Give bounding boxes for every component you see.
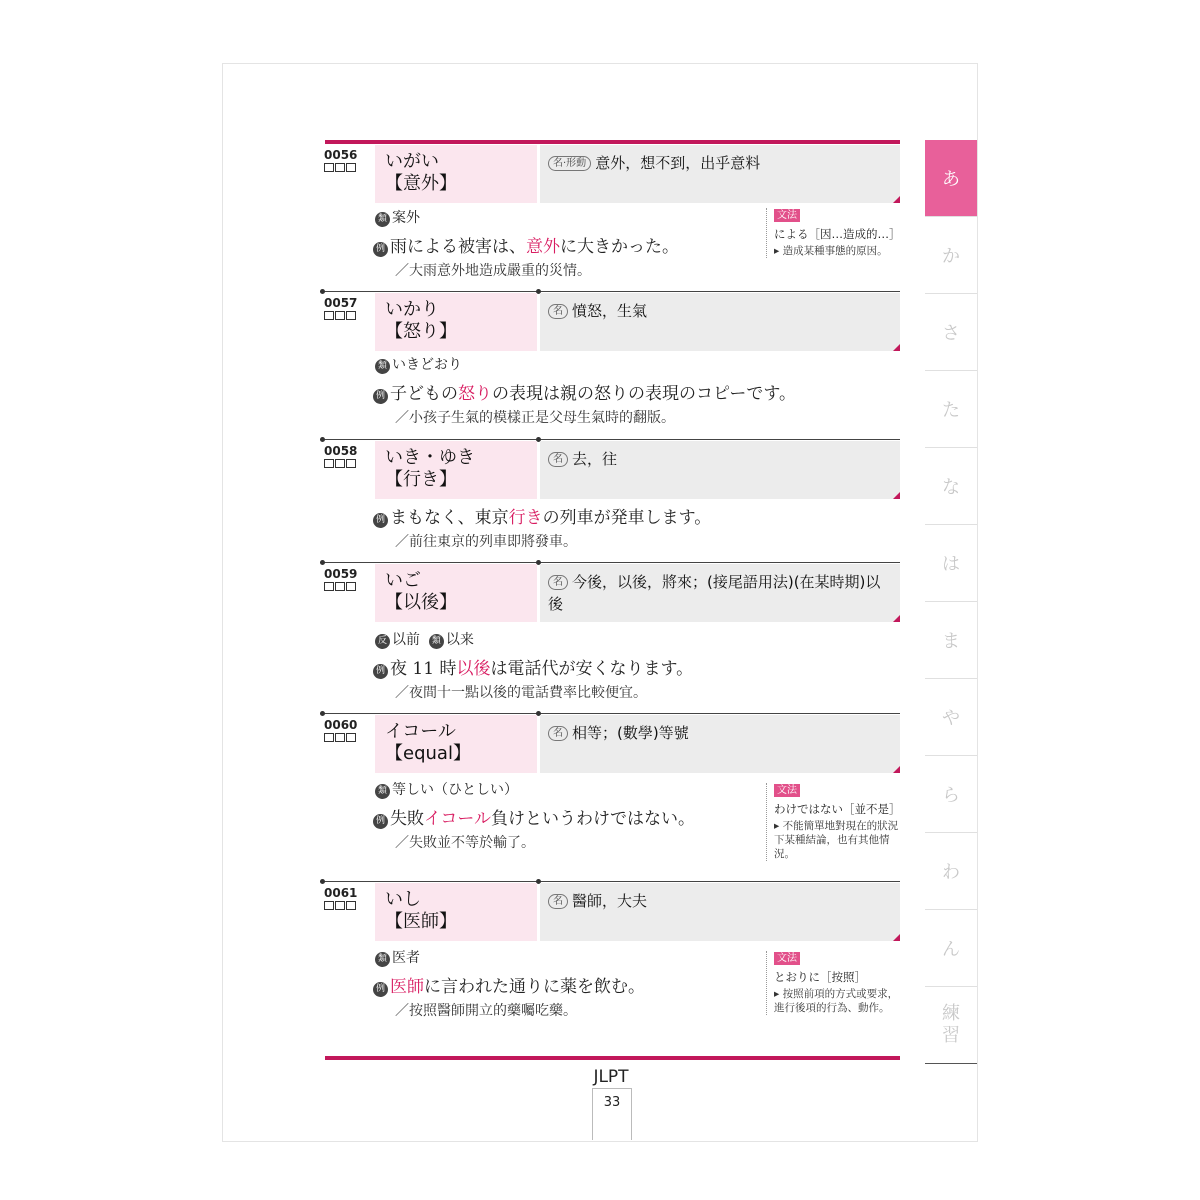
example-sentence [373,237,679,257]
synonym-icon: 類 [375,359,390,374]
check-box[interactable] [346,311,356,320]
antonym-synonym-line [375,631,474,649]
synonym-line [375,209,420,227]
check-box[interactable] [335,459,345,468]
translation: ／大雨意外地造成嚴重的災情。 [395,263,591,279]
headword-kanji: 【医師】 [385,911,457,932]
check-box[interactable] [346,582,356,591]
headword-reading: いき・ゆき [385,447,475,468]
synonym-text: 以来 [445,632,474,648]
grammar-label: 文法 [774,209,800,222]
page-number: 33 [592,1088,632,1140]
checkbox-group[interactable] [324,733,356,742]
meaning-text: 意外，想不到，出乎意料 [595,154,761,172]
synonym-text: いきどおり [392,357,462,373]
check-box[interactable] [324,163,334,172]
entry-separator [320,881,900,882]
synonym-icon: 類 [375,212,390,227]
headword-kanji: 【equal】 [385,743,471,764]
meaning-box [540,441,900,499]
translation: ／夜間十一點以後的電話費率比較便宜。 [395,685,647,701]
example-pre: 失敗 [390,809,424,829]
antonym-icon: 反 [375,634,390,649]
tab-a[interactable]: あ [925,140,977,217]
check-box[interactable] [324,311,334,320]
tab-ra[interactable]: ら [925,756,977,833]
example-pre: 夜 11 時 [390,659,457,679]
meaning-box [540,293,900,351]
entry-separator [320,291,900,292]
meaning-text: 相等；(數學)等號 [572,724,689,742]
synonym-line [375,356,462,374]
example-sentence [373,659,693,679]
example-sentence [373,384,796,404]
grammar-description: ▸ 不能簡單地對現在的狀況下某種結論，也有其他情況。 [774,820,899,860]
part-of-speech: 名·形動 [548,156,591,171]
kana-index-tabs [925,140,977,1064]
translation: ／按照醫師開立的藥囑吃藥。 [395,1003,577,1019]
headword-kanji: 【怒り】 [385,321,457,342]
corner-mark [893,344,900,351]
example-highlight: 意外 [526,237,560,257]
headword-reading: イコール [385,721,456,742]
series-label: JLPT [593,1067,629,1087]
grammar-pattern: による［因…造成的…］ [774,227,901,241]
check-box[interactable] [335,163,345,172]
check-box[interactable] [335,582,345,591]
separator-dot [320,711,325,716]
separator-dot [320,560,325,565]
example-post: の表現は親の怒りの表現のコピーです。 [492,384,796,404]
check-box[interactable] [346,733,356,742]
tab-practice[interactable] [925,987,977,1064]
example-post: 負けというわけではない。 [490,809,695,829]
example-icon: 例 [373,664,388,679]
translation: ／小孩子生氣的模樣正是父母生氣時的翻版。 [395,410,675,426]
synonym-icon: 類 [429,634,444,649]
entry-number: 0057 [324,296,358,310]
entry-number: 0056 [324,148,358,162]
headword-box [375,293,537,351]
headword-box [375,564,537,622]
example-sentence [373,809,695,829]
corner-mark [893,492,900,499]
check-box[interactable] [324,733,334,742]
headword-kanji: 【以後】 [385,592,457,613]
part-of-speech: 名 [548,304,568,319]
tab-n[interactable]: ん [925,910,977,987]
example-post: に大きかった。 [560,237,679,257]
headword-box [375,883,537,941]
grammar-label: 文法 [774,784,800,797]
tab-ha[interactable]: は [925,525,977,602]
separator-dot [320,289,325,294]
grammar-label: 文法 [774,952,800,965]
meaning-text: 今後，以後，將來；(接尾語用法)(在某時期)以後 [548,573,881,613]
entry-number: 0059 [324,567,358,581]
headword-reading: いご [385,570,421,591]
check-box[interactable] [346,459,356,468]
synonym-text: 等しい（ひとしい） [392,782,518,798]
headword-box [375,441,537,499]
meaning-box [540,145,900,203]
synonym-text: 案外 [392,210,420,226]
check-box[interactable] [335,311,345,320]
headword-kanji: 【行き】 [385,469,457,490]
checkbox-group[interactable] [324,901,356,910]
translation: ／前往東京的列車即將發車。 [395,534,577,550]
meaning-text: 去，往 [572,450,618,468]
example-highlight: イコール [424,809,491,829]
antonym-text: 以前 [392,632,420,648]
check-box[interactable] [335,733,345,742]
check-box[interactable] [335,901,345,910]
tab-ka[interactable]: か [925,217,977,294]
bottom-accent-rule [325,1056,900,1060]
part-of-speech: 名 [548,452,568,467]
example-post: の列車が発車します。 [542,508,712,528]
check-box[interactable] [324,582,334,591]
entry-number: 0061 [324,886,358,900]
tab-ma[interactable]: ま [925,602,977,679]
example-icon: 例 [373,982,388,997]
check-box[interactable] [324,901,334,910]
example-highlight: 怒り [458,384,492,404]
tab-ya[interactable]: や [925,679,977,756]
tab-na[interactable]: な [925,448,977,525]
grammar-description: ▸ 造成某種事態的原因。 [774,245,888,257]
translation: ／失敗並不等於輸了。 [395,835,535,851]
example-sentence [373,508,711,528]
example-highlight: 医師 [390,977,424,997]
check-box[interactable] [346,163,356,172]
example-icon: 例 [373,242,388,257]
part-of-speech: 名 [548,575,568,590]
grammar-pattern: とおりに［按照］ [774,970,866,984]
headword-reading: いし [385,889,421,910]
example-highlight: 以後 [456,659,491,679]
entry-number: 0060 [324,718,358,732]
checkbox-group[interactable] [324,163,356,172]
example-icon: 例 [373,814,388,829]
top-accent-rule [325,140,900,144]
tab-wa[interactable]: わ [925,833,977,910]
check-box[interactable] [324,459,334,468]
tab-practice-label-1: 練 [942,1003,960,1024]
separator-dot [320,437,325,442]
example-highlight: 行き [508,508,543,528]
part-of-speech: 名 [548,894,568,909]
check-box[interactable] [346,901,356,910]
part-of-speech: 名 [548,726,568,741]
corner-mark [893,934,900,941]
checkbox-group[interactable] [324,459,356,468]
synonym-icon: 類 [375,784,390,799]
corner-mark [893,766,900,773]
example-pre: 雨による被害は、 [390,237,526,257]
headword-reading: いかり [385,299,439,320]
entry-separator [320,713,900,714]
example-post: に言われた通りに薬を飲む。 [424,977,645,997]
tab-ta[interactable]: た [925,371,977,448]
synonym-icon: 類 [375,952,390,967]
grammar-pattern: わけではない［並不是］ [774,802,901,816]
checkbox-group[interactable] [324,582,356,591]
separator-dot [320,879,325,884]
meaning-text: 醫師，大夫 [572,892,648,910]
headword-box [375,715,537,773]
entry-separator [320,562,900,563]
example-pre: まもなく、東京 [390,508,509,528]
meaning-text: 憤怒，生氣 [572,302,648,320]
synonym-line [375,949,420,967]
headword-box [375,145,537,203]
entry-separator [320,439,900,440]
meaning-box [540,883,900,941]
example-icon: 例 [373,389,388,404]
example-pre: 子どもの [390,384,458,404]
example-post: は電話代が安くなります。 [490,659,694,679]
synonym-line [375,781,518,799]
checkbox-group[interactable] [324,311,356,320]
grammar-note [766,783,904,861]
synonym-text: 医者 [392,950,420,966]
meaning-box [540,715,900,773]
headword-reading: いがい [385,151,439,172]
grammar-description: ▸ 按照前項的方式或要求，進行後項的行為、動作。 [774,988,899,1014]
tab-practice-label-2: 習 [942,1025,960,1046]
tab-sa[interactable]: さ [925,294,977,371]
grammar-note [766,208,904,258]
example-sentence [373,977,645,997]
corner-mark [893,196,900,203]
entry-number: 0058 [324,444,358,458]
corner-mark [893,615,900,622]
meaning-box [540,564,900,622]
headword-kanji: 【意外】 [385,173,457,194]
example-icon: 例 [373,513,388,528]
grammar-note [766,951,904,1015]
